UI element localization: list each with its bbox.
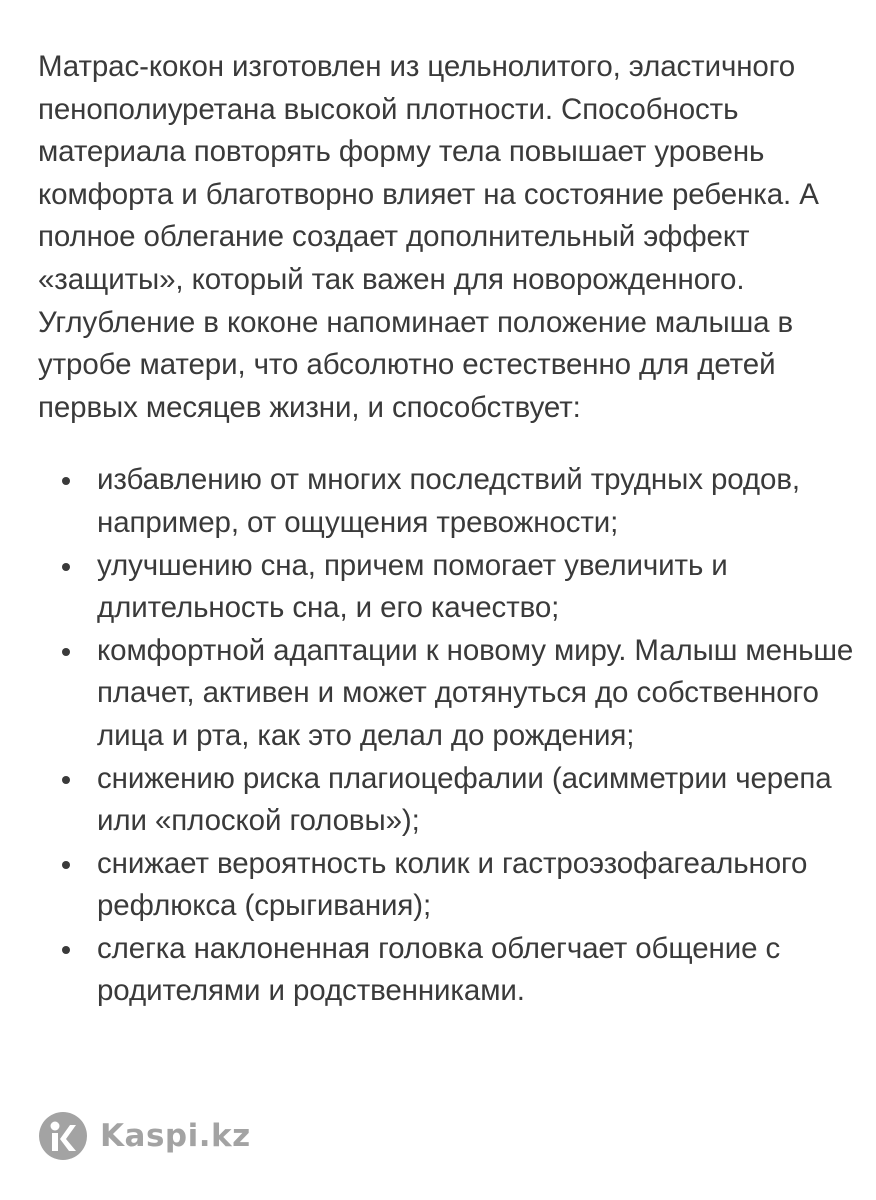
benefits-list xyxy=(38,459,858,1013)
list-item-text: комфортной адаптации к новому миру. Малыш меньше плачет, активен и может дотянуться до собственного лица и рта, как это делал до рождения; xyxy=(97,633,854,752)
list-item xyxy=(38,545,858,630)
paragraph-material: Матрас-кокон изготовлен из цельнолитого, эластичного пенополиуретана высокой плотности. Способность материала повторять форму тела повышает уровень комфорта и благотворно влияет на состояние ребенка. А полное облегание создает дополнительный эффект «защиты», который так важен для новорожденного. xyxy=(38,50,819,296)
kaspi-logo-icon xyxy=(38,1111,88,1161)
bullet-dot-icon xyxy=(62,477,70,485)
list-item-text: улучшению сна, причем помогает увеличить и длительность сна, и его качество; xyxy=(97,548,728,625)
list-item xyxy=(38,630,858,758)
bullet-dot-icon xyxy=(62,946,70,954)
paragraph-benefits-intro: Углубление в коконе напоминает положение малыша в утробе матери, что абсолютно естественно для детей первых месяцев жизни, и способствует: xyxy=(38,305,794,424)
bullet-dot-icon xyxy=(62,563,70,571)
list-item xyxy=(38,459,858,544)
description-text xyxy=(38,46,858,1013)
list-item xyxy=(38,843,858,928)
list-item-text: слегка наклоненная головка облегчает общение с родителями и родственниками. xyxy=(97,931,781,1008)
list-item-text: избавлению от многих последствий трудных родов, например, от ощущения тревожности; xyxy=(97,463,800,539)
list-item-text: снижает вероятность колик и гастроэзофагеального рефлюкса (срыгивания); xyxy=(97,846,808,923)
kaspi-watermark-text: Kaspi.kz xyxy=(100,1118,251,1154)
list-item xyxy=(38,758,858,843)
bullet-dot-icon xyxy=(62,861,70,869)
bullet-dot-icon xyxy=(62,648,70,656)
bullet-dot-icon xyxy=(62,776,70,784)
list-item xyxy=(38,928,858,1013)
kaspi-watermark xyxy=(38,1110,251,1162)
list-item-text: снижению риска плагиоцефалии (асимметрии черепа или «плоской головы»); xyxy=(97,761,832,838)
